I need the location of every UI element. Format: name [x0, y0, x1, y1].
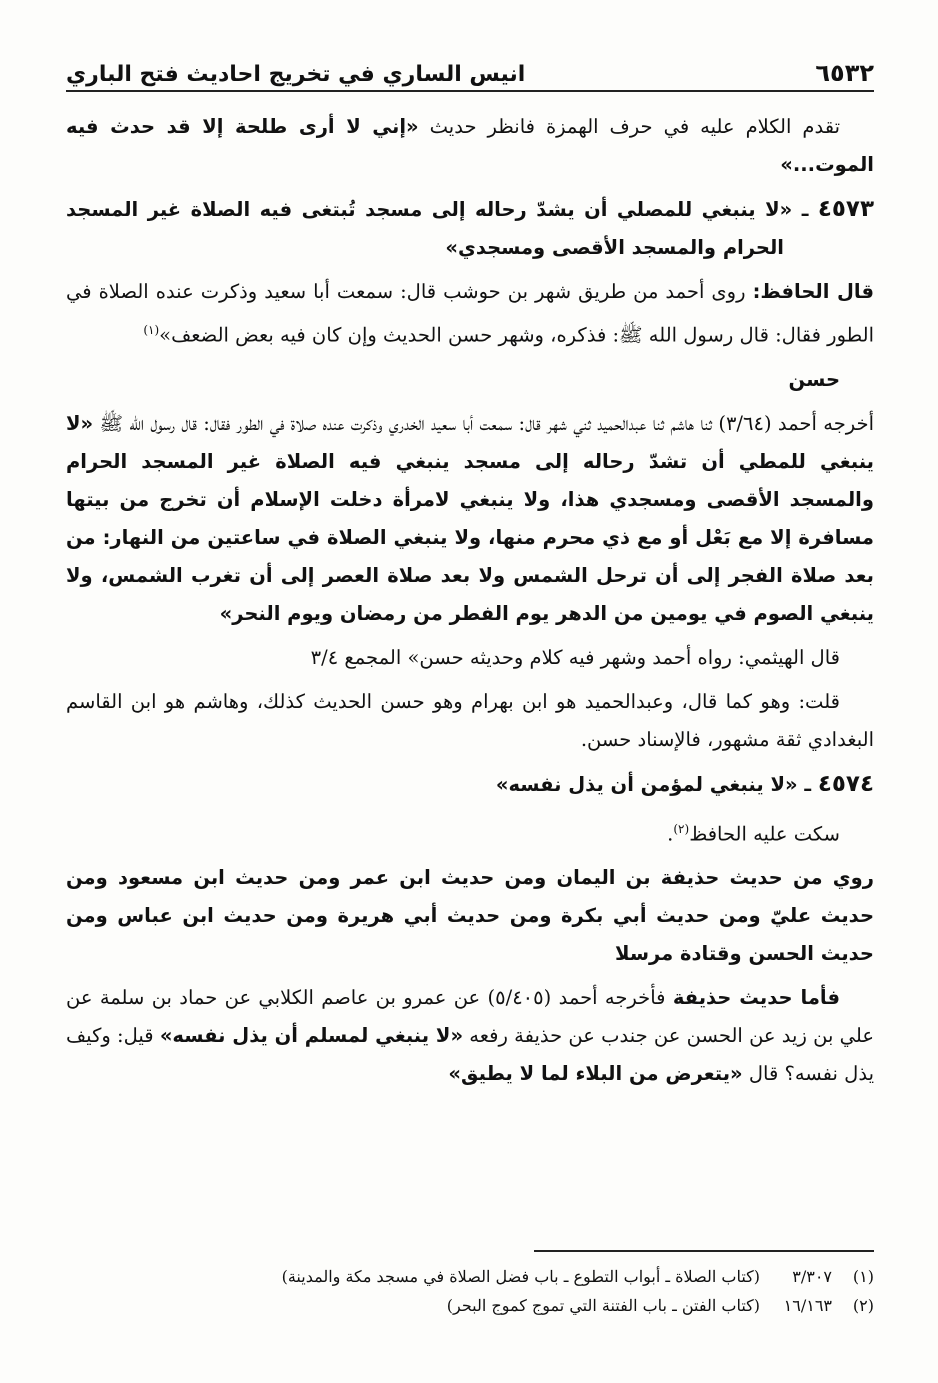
footnote-number: (١)	[852, 1267, 874, 1286]
main-text	[66, 108, 874, 1099]
footnote-reference: ٣/٣٠٧	[792, 1267, 832, 1286]
hadith-4574-heading	[66, 765, 874, 804]
hafiz-label: قال الحافظ:	[752, 280, 875, 303]
amma-quote-2: «يتعرض من البلاء لما لا يطيق»	[448, 1062, 743, 1085]
book-title: انيس الساري في تخريج احاديث فتح الباري	[66, 62, 526, 87]
footnote-number: (٢)	[852, 1296, 874, 1315]
running-header	[66, 52, 874, 92]
takhrij-quote: «لا ينبغي للمطي أن تشدّ رحاله إلى مسجد ينبغي فيه الصلاة غير المسجد الحرام والمسجد الأقصى ومسجدي هذا، ولا ينبغي لامرأة دخلت الإسلام أن تخرج من بيتها مسافرة إلا مع بَعْل أو مع ذي محرم منها، ولا ينبغي الصلاة في ساعتين من النهار: من بعد صلاة الفجر إلى أن ترحل الشمس ولا بعد صلاة العصر إلى أن تغرب الشمس، ولا ينبغي الصوم في يومين من الدهر يوم الفطر من رمضان ويوم النحر»	[66, 411, 874, 625]
footnote-ref-1: (١)	[143, 323, 160, 337]
footnote-text: (كتاب الصلاة ـ أبواب التطوع ـ باب فضل الصلاة في مسجد مكة والمدينة)	[281, 1267, 760, 1286]
hadith-text: ـ «لا ينبغي للمصلي أن يشدّ رحاله إلى مسجد تُبتغى فيه الصلاة غير المسجد الحرام والمسجد الأقصى ومسجدي»	[66, 198, 809, 259]
amma-text: فأخرجه أحمد (٥/٤٠٥) عن عمرو بن عاصم الكلابي عن حماد بن سلمة عن علي بن زيد عن الحسن عن جندب عن حذيفة رفعه	[66, 986, 874, 1047]
intro-text: تقدم الكلام عليه في حرف الهمزة فانظر حديث	[429, 115, 840, 138]
amma-label: فأما حديث حذيفة	[672, 986, 840, 1009]
footnote-divider	[534, 1250, 874, 1252]
grade-label: حسن	[788, 367, 840, 391]
qultu-paragraph: قلت: وهو كما قال، وعبدالحميد هو ابن بهرام وهو حسن الحديث كذلك، وهاشم هو ابن القاسم البغدادي ثقة مشهور، فالإسناد حسن.	[66, 689, 874, 751]
intro-paragraph	[66, 108, 874, 184]
hadith-number: ٤٥٧٤	[817, 770, 874, 797]
hadith-number: ٤٥٧٣	[817, 196, 874, 222]
amma-paragraph	[66, 979, 874, 1093]
page-number: ٦٥٣٢	[815, 59, 874, 87]
sakata-paragraph: سكت عليه الحافظ$^{(٢)}$.	[667, 821, 840, 845]
takhrij-text: أخرجه أحمد (٣/٦٤) ثنا هاشم ثنا عبدالحميد ثني شهر قال: سمعت أبا سعيد الخدري وذكرت عنده صلاة في الطور فقال: قال رسول الله ﷺ	[99, 411, 875, 435]
hafiz-paragraph	[66, 273, 874, 355]
takhrij-paragraph	[66, 405, 874, 633]
footnote-ref-2: (٢)	[673, 821, 690, 836]
footnote-item	[66, 1291, 874, 1320]
hafiz-text: روى أحمد من طريق شهر بن حوشب قال: سمعت أبا سعيد وذكرت عنده الصلاة في الطور فقال: قال رسول الله ﷺ: فذكره، وشهر حسن الحديث وإن كان فيه بعض الضعف»	[66, 280, 874, 347]
haythami-paragraph: قال الهيثمي: رواه أحمد وشهر فيه كلام وحديثه حسن» المجمع ٣/٤	[310, 645, 840, 669]
hadith-text: ـ «لا ينبغي لمؤمن أن يذل نفسه»	[495, 772, 812, 796]
sakata-text: سكت عليه الحافظ	[689, 822, 840, 845]
footnote-item	[66, 1262, 874, 1291]
footnote-reference: ١٦/١٦٣	[783, 1296, 832, 1315]
amma-quote-1: «لا ينبغي لمسلم أن يذل نفسه»	[159, 1024, 464, 1047]
footnote-text: (كتاب الفتن ـ باب الفتنة التي تموج كموج البحر)	[446, 1296, 760, 1315]
footnotes	[66, 1262, 874, 1320]
intro-quote: «إني لا أرى طلحة إلا قد حدث فيه الموت...»	[66, 115, 874, 176]
amma-mid: قيل: وكيف يذل نفسه؟ قال	[66, 1024, 874, 1085]
ruwiya-paragraph: روي من حديث حذيفة بن اليمان ومن حديث ابن عمر ومن حديث ابن مسعود ومن حديث عليّ ومن حديث أبي بكرة ومن حديث أبي هريرة ومن حديث ابن عباس ومن حديث الحسن وقتادة مرسلا	[66, 866, 874, 965]
hadith-4573-heading	[66, 190, 874, 267]
